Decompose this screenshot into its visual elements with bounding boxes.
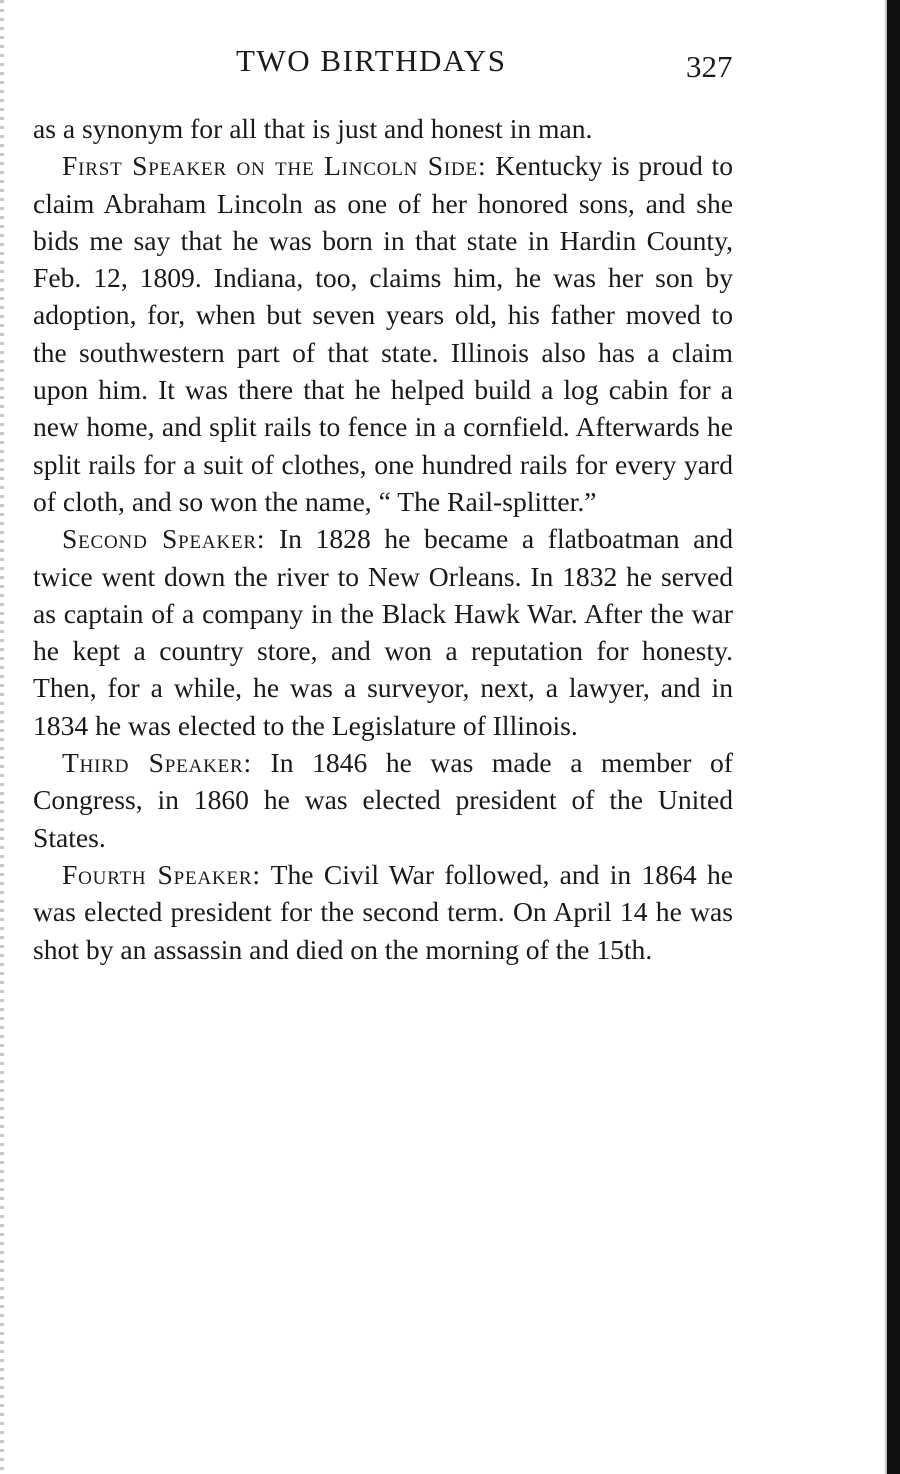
speech-text: The Civil War followed, and in 1864 he was elected president for the second term. On April 14 he was shot by an assassin and died on the morning of the 15th. — [33, 858, 734, 965]
page-left-margin-shadow — [0, 0, 4, 1474]
second-speaker-paragraph — [33, 520, 733, 744]
speaker-label: Second Speaker: — [62, 523, 266, 555]
continued-sentence: as a synonym for all that is just and honest in man. — [33, 113, 593, 144]
fourth-speaker-paragraph — [33, 856, 733, 968]
speech-text: In 1846 he was made a member of Congress, in 1860 he was elected president of the United States. — [33, 747, 733, 853]
page-right-edge-border — [887, 0, 900, 1474]
speech-text: In 1828 he became a flatboatman and twice went down the river to New Orleans. In 1832 he served as captain of a company in the Black Hawk War. After the war he kept a country store, and won a reputation for honesty. Then, for a while, he was a surveyor, next, a lawyer, and in 1834 he was elected to the Legislature of Illinois. — [33, 523, 733, 741]
speaker-label: First Speaker on the Lincoln Side: — [62, 150, 487, 182]
third-speaker-paragraph — [33, 744, 733, 856]
first-speaker-paragraph — [33, 147, 733, 520]
page-number: 327 — [686, 49, 733, 84]
running-header — [0, 38, 900, 88]
page-body-text — [33, 110, 733, 968]
speaker-label: Fourth Speaker: — [62, 858, 261, 890]
speaker-label: Third Speaker: — [62, 747, 252, 779]
running-title: TWO BIRTHDAYS — [236, 43, 507, 78]
speech-text: Kentucky is proud to claim Abraham Lincoln as one of her honored sons, and she bids me say that he was born in that state in Hardin County, Feb. 12, 1809. Indiana, too, claims him, he was her son by adoption, for, when but seven years old, his father moved to the southwestern part of that state. Illinois also has a claim upon him. It was there that he helped build a log cabin for a new home, and split rails to fence in a cornfield. Afterwards he split rails for a suit of clothes, one hundred rails for every yard of cloth, and so won the name, “ The Rail-splitter.” — [33, 150, 734, 517]
